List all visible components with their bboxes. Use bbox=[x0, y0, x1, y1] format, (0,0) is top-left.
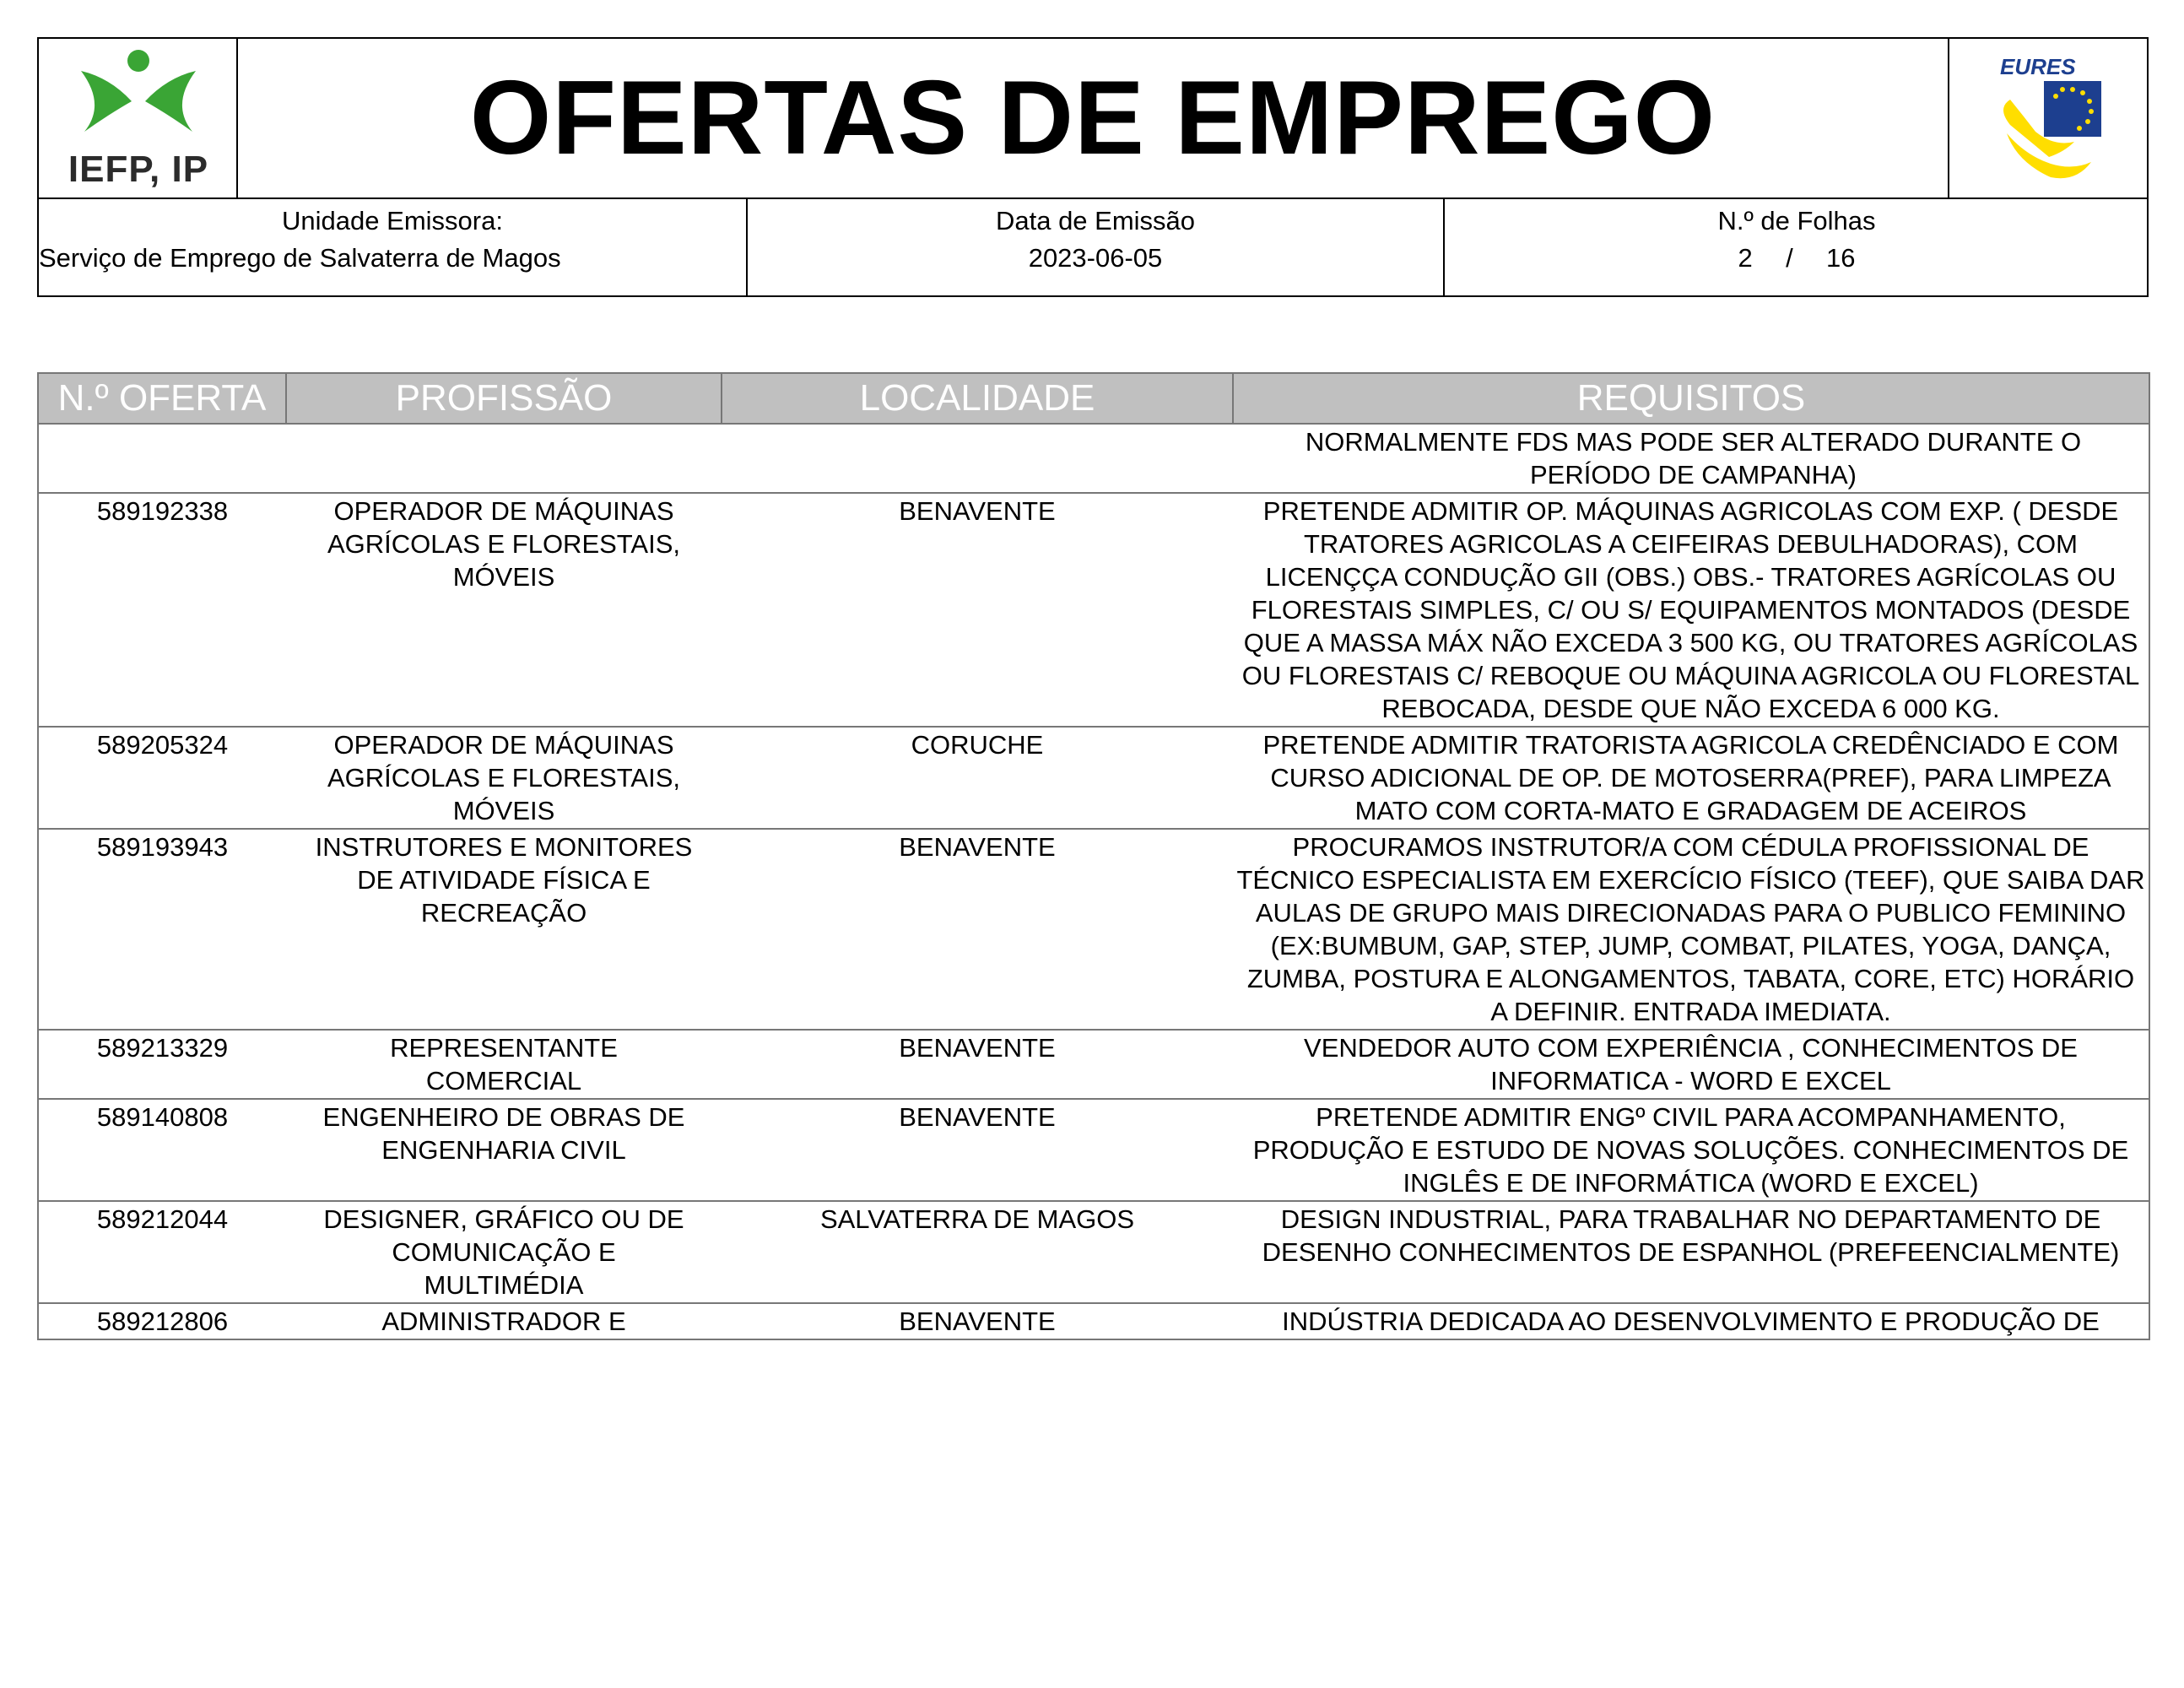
data-emissao-label: Data de Emissão bbox=[995, 206, 1196, 235]
unidade-emissora-label: Unidade Emissora: bbox=[282, 206, 503, 235]
folha-atual: 2 bbox=[1738, 243, 1753, 273]
data-emissao-value: 2023-06-05 bbox=[1028, 243, 1163, 273]
header-top bbox=[39, 39, 2147, 199]
cell-profissao: OPERADOR DE MÁQUINAS AGRÍCOLAS E FLORESTAIS, MÓVEIS bbox=[286, 727, 722, 829]
emission-info bbox=[39, 199, 2147, 295]
folhas-separator: / bbox=[1786, 243, 1793, 273]
numero-folhas-label: N.º de Folhas bbox=[1717, 206, 1876, 235]
table-row bbox=[38, 727, 2149, 829]
table-row bbox=[38, 1201, 2149, 1303]
iefp-logo bbox=[39, 39, 238, 197]
cell-requisitos: NORMALMENTE FDS MAS PODE SER ALTERADO DURANTE O PERÍODO DE CAMPANHA) bbox=[1233, 424, 2149, 493]
col-header-oferta: N.º OFERTA bbox=[38, 373, 286, 424]
document-header bbox=[37, 37, 2149, 297]
cell-localidade: BENAVENTE bbox=[722, 493, 1233, 727]
iefp-logo-text: IEFP, IP bbox=[68, 149, 209, 190]
cell-requisitos: DESIGN INDUSTRIAL, PARA TRABALHAR NO DEPARTAMENTO DE DESENHO CONHECIMENTOS DE ESPANHOL (PREFEENCIALMENTE) bbox=[1233, 1201, 2149, 1303]
cell-requisitos: PRETENDE ADMITIR ENGº CIVIL PARA ACOMPANHAMENTO, PRODUÇÃO E ESTUDO DE NOVAS SOLUÇÕES. CONHECIMENTOS DE INGLÊS E DE INFORMÁTICA (WORD E EXCEL) bbox=[1233, 1099, 2149, 1201]
cell-profissao: REPRESENTANTE COMERCIAL bbox=[286, 1030, 722, 1099]
cell-oferta: 589140808 bbox=[38, 1099, 286, 1201]
cell-profissao: OPERADOR DE MÁQUINAS AGRÍCOLAS E FLORESTAIS, MÓVEIS bbox=[286, 493, 722, 727]
unidade-emissora bbox=[39, 199, 748, 295]
cell-oferta: 589192338 bbox=[38, 493, 286, 727]
cell-oferta: 589212806 bbox=[38, 1303, 286, 1339]
col-header-profissao: PROFISSÃO bbox=[286, 373, 722, 424]
cell-profissao: DESIGNER, GRÁFICO OU DE COMUNICAÇÃO E MULTIMÉDIA bbox=[286, 1201, 722, 1303]
cell-requisitos: INDÚSTRIA DEDICADA AO DESENVOLVIMENTO E PRODUÇÃO DE bbox=[1233, 1303, 2149, 1339]
cell-oferta: 589213329 bbox=[38, 1030, 286, 1099]
folhas-total: 16 bbox=[1826, 243, 1856, 273]
numero-folhas bbox=[1445, 199, 2149, 295]
cell-profissao: ADMINISTRADOR E bbox=[286, 1303, 722, 1339]
cell-oferta: 589193943 bbox=[38, 829, 286, 1030]
eures-logo bbox=[1948, 39, 2147, 197]
unidade-emissora-value: Serviço de Emprego de Salvaterra de Magos bbox=[39, 243, 561, 273]
cell-localidade: BENAVENTE bbox=[722, 1030, 1233, 1099]
iefp-logo-icon bbox=[73, 49, 204, 150]
cell-localidade: BENAVENTE bbox=[722, 829, 1233, 1030]
cell-localidade bbox=[722, 424, 1233, 493]
col-header-localidade: LOCALIDADE bbox=[722, 373, 1233, 424]
eures-logo-icon bbox=[1992, 52, 2106, 187]
cell-oferta: 589205324 bbox=[38, 727, 286, 829]
cell-requisitos: PRETENDE ADMITIR OP. MÁQUINAS AGRICOLAS COM EXP. ( DESDE TRATORES AGRICOLAS A CEIFEIRAS DEBULHADORAS), COM LICENÇÇA CONDUÇÃO GII (OBS.) OBS.- TRATORES AGRÍCOLAS OU FLORESTAIS SIMPLES, C/ OU S/ EQUIPAMENTOS MONTADOS (DESDE QUE A MASSA MÁX NÃO EXCEDA 3 500 KG, OU TRATORES AGRÍCOLAS OU FLORESTAIS C/ REBOQUE OU MÁQUINA AGRICOLA OU FLORESTAL REBOCADA, DESDE QUE NÃO EXCEDA 6 000 KG. bbox=[1233, 493, 2149, 727]
cell-requisitos: PROCURAMOS INSTRUTOR/A COM CÉDULA PROFISSIONAL DE TÉCNICO ESPECIALISTA EM EXERCÍCIO FÍSICO (TEEF), QUE SAIBA DAR AULAS DE GRUPO MAIS DIRECIONADAS PARA O PUBLICO FEMININO (EX:BUMBUM, GAP, STEP, JUMP, COMBAT, PILATES, YOGA, DANÇA, ZUMBA, POSTURA E ALONGAMENTOS, TABATA, CORE, ETC) HORÁRIO A DEFINIR. ENTRADA IMEDIATA. bbox=[1233, 829, 2149, 1030]
table-row bbox=[38, 1030, 2149, 1099]
cell-oferta: 589212044 bbox=[38, 1201, 286, 1303]
table-row bbox=[38, 1099, 2149, 1201]
data-emissao bbox=[748, 199, 1445, 295]
table-row bbox=[38, 424, 2149, 493]
cell-requisitos: PRETENDE ADMITIR TRATORISTA AGRICOLA CREDÊNCIADO E COM CURSO ADICIONAL DE OP. DE MOTOSERRA(PREF), PARA LIMPEZA MATO COM CORTA-MATO E GRADAGEM DE ACEIROS bbox=[1233, 727, 2149, 829]
cell-localidade: BENAVENTE bbox=[722, 1303, 1233, 1339]
cell-requisitos: VENDEDOR AUTO COM EXPERIÊNCIA , CONHECIMENTOS DE INFORMATICA - WORD E EXCEL bbox=[1233, 1030, 2149, 1099]
page-title: OFERTAS DE EMPREGO bbox=[469, 60, 1716, 176]
table-row bbox=[38, 493, 2149, 727]
cell-localidade: BENAVENTE bbox=[722, 1099, 1233, 1201]
numero-folhas-value bbox=[1445, 240, 2149, 277]
cell-profissao: INSTRUTORES E MONITORES DE ATIVIDADE FÍSICA E RECREAÇÃO bbox=[286, 829, 722, 1030]
col-header-requisitos: REQUISITOS bbox=[1233, 373, 2149, 424]
table-header-row bbox=[38, 373, 2149, 424]
cell-localidade: CORUCHE bbox=[722, 727, 1233, 829]
cell-profissao bbox=[286, 424, 722, 493]
cell-localidade: SALVATERRA DE MAGOS bbox=[722, 1201, 1233, 1303]
eures-logo-text: EURES bbox=[2000, 54, 2076, 79]
table-row bbox=[38, 829, 2149, 1030]
offers-table-wrapper bbox=[37, 372, 2149, 1340]
offers-table bbox=[37, 372, 2150, 1340]
cell-profissao: ENGENHEIRO DE OBRAS DE ENGENHARIA CIVIL bbox=[286, 1099, 722, 1201]
cell-oferta bbox=[38, 424, 286, 493]
table-row bbox=[38, 1303, 2149, 1339]
